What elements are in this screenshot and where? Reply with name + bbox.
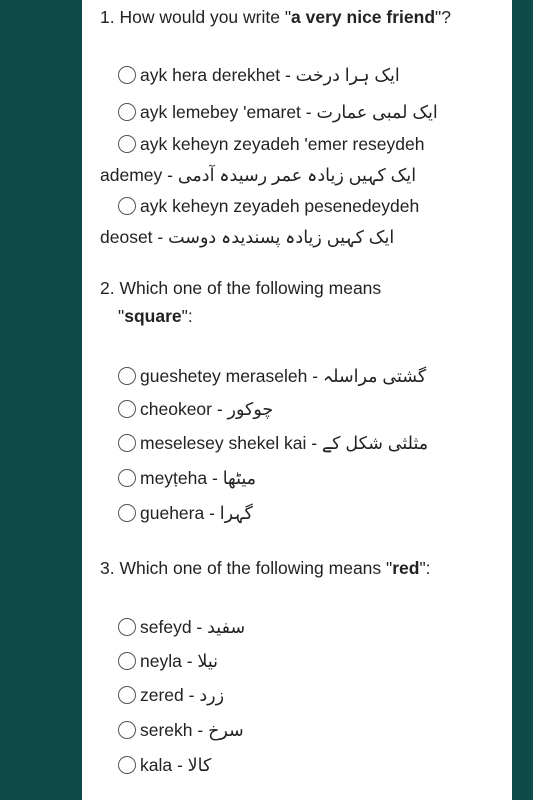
radio-button-icon[interactable] — [118, 400, 136, 418]
radio-button-icon[interactable] — [118, 197, 136, 215]
option-label: ayk hera derekhet - ایک ہرا درخت — [140, 65, 400, 85]
quiz-card — [82, 0, 512, 800]
option-label: kala - کالا — [140, 755, 212, 775]
question-3 — [100, 554, 500, 582]
radio-button-icon[interactable] — [118, 618, 136, 636]
radio-button-icon[interactable] — [118, 469, 136, 487]
option-label: gueshetey meraseleh - گشتی مراسلہ — [140, 366, 427, 386]
radio-button-icon[interactable] — [118, 103, 136, 121]
question-keyword: square — [124, 306, 182, 326]
question-number: 1. — [100, 7, 115, 27]
option-label: serekh - سرخ — [140, 720, 244, 740]
radio-button-icon[interactable] — [118, 504, 136, 522]
question-text: Which one of the following means " — [119, 558, 393, 578]
q3-option-3[interactable] — [118, 680, 498, 711]
option-label: ayk keheyn zeyadeh pesenedeydeh — [140, 196, 420, 216]
option-label: cheokeor - چوکور — [140, 399, 274, 419]
q3-option-4[interactable] — [118, 715, 498, 746]
question-text-end: ": — [419, 558, 431, 578]
option-label: neyla - نیلا — [140, 651, 218, 671]
q3-option-5[interactable] — [118, 750, 498, 781]
radio-button-icon[interactable] — [118, 756, 136, 774]
option-label: sefeyd - سفید — [140, 617, 246, 637]
option-label-continued: ademey - ایک کہیں زیادہ عمر رسیدہ آدمی — [100, 165, 417, 185]
q2-option-5[interactable] — [118, 498, 498, 529]
question-1 — [100, 3, 500, 31]
q1-option-3[interactable] — [100, 129, 498, 191]
radio-button-icon[interactable] — [118, 135, 136, 153]
option-label: guehera - گہرا — [140, 503, 253, 523]
radio-button-icon[interactable] — [118, 367, 136, 385]
question-text-end: ": — [181, 306, 193, 326]
radio-button-icon[interactable] — [118, 434, 136, 452]
q1-option-1[interactable] — [118, 60, 498, 91]
option-label: meselesey shekel kai - مثلثی شکل کے — [140, 433, 429, 453]
question-keyword: red — [392, 558, 420, 578]
question-text: How would you write " — [119, 7, 292, 27]
option-label: zered - زرد — [140, 685, 225, 705]
question-2 — [100, 274, 500, 330]
q2-option-2[interactable] — [118, 394, 498, 425]
question-text: Which one of the following means — [119, 278, 382, 298]
radio-button-icon[interactable] — [118, 721, 136, 739]
q3-option-1[interactable] — [118, 612, 498, 643]
q2-option-3[interactable] — [118, 428, 498, 459]
option-label: meyṭeha - میٹھا — [140, 468, 257, 488]
question-text-end: "? — [435, 7, 451, 27]
radio-button-icon[interactable] — [118, 686, 136, 704]
question-number: 2. — [100, 278, 115, 298]
radio-button-icon[interactable] — [118, 652, 136, 670]
q3-option-2[interactable] — [118, 646, 498, 677]
question-number: 3. — [100, 558, 115, 578]
q2-option-1[interactable] — [118, 361, 498, 392]
radio-button-icon[interactable] — [118, 66, 136, 84]
option-label: ayk keheyn zeyadeh 'emer reseydeh — [140, 134, 425, 154]
question-text: " — [118, 306, 125, 326]
q1-option-2[interactable] — [118, 97, 498, 128]
option-label-continued: deoset - ایک کہیں زیادہ پسندیدہ دوست — [100, 227, 395, 247]
q2-option-4[interactable] — [118, 463, 498, 494]
option-label: ayk lemebey 'emaret - ایک لمبی عمارت — [140, 102, 438, 122]
q1-option-4[interactable] — [100, 191, 498, 253]
question-keyword: a very nice friend — [291, 7, 436, 27]
